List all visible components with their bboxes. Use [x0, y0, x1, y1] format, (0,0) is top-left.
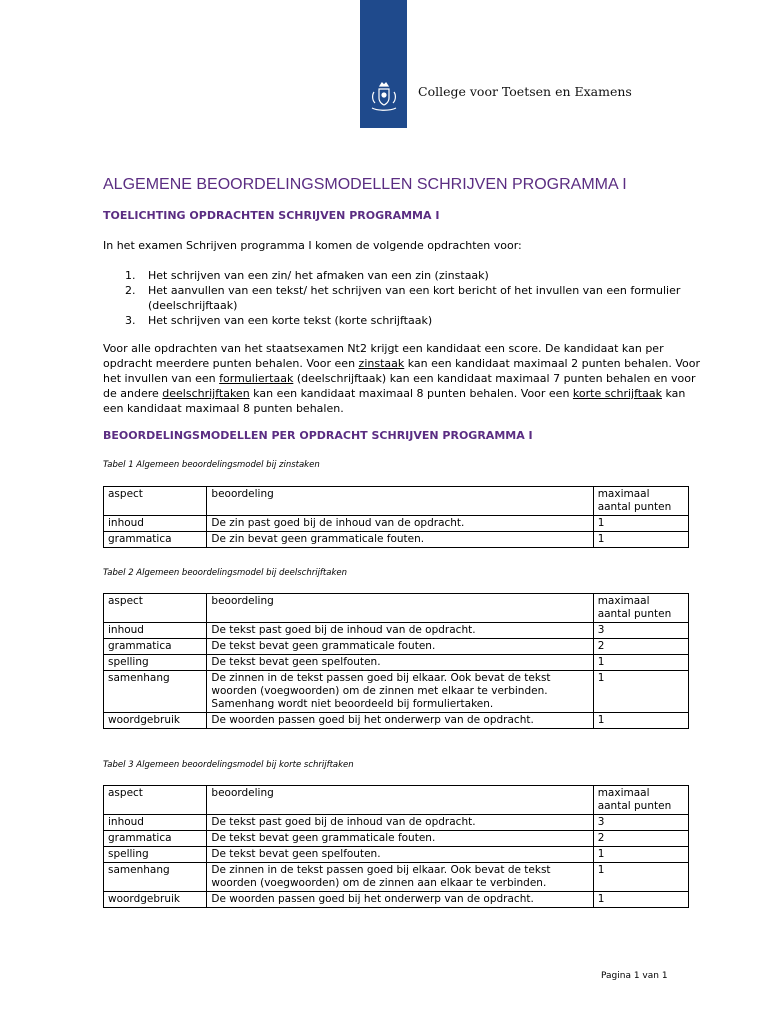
link-deelschrijftaken: deelschrijftaken — [162, 387, 250, 400]
page-title: ALGEMENE BEOORDELINGSMODELLEN SCHRIJVEN PROGRAMMA I — [103, 176, 627, 193]
table-caption: Tabel 2 Algemeen beoordelingsmodel bij deelschrijftaken — [103, 568, 348, 578]
table-row: grammatica De tekst bevat geen grammaticale fouten. 2 — [104, 831, 689, 847]
table-row: grammatica De tekst bevat geen grammaticale fouten. 2 — [104, 639, 689, 655]
table-row: inhoud De tekst past goed bij de inhoud van de opdracht. 3 — [104, 815, 689, 831]
scoring-paragraph: Voor alle opdrachten van het staatsexamen Nt2 krijgt een kandidaat een score. De kandidaat kan per opdracht meerdere punten behalen. Voor een zinstaak kan een kandidaat maximaal 2 punten behalen. Voor het invullen van een formuliertaak (deelschrijftaak) kan een kandidaat maximaal 7 punten behalen en voor de andere deelschrijftaken kan een kandidaat maximaal 8 punten behalen. Voor een korte schrijftaak kan een kandidaat maximaal 8 punten behalen. — [103, 342, 700, 415]
table-deelschrijftaken — [103, 593, 689, 729]
list-item: 1. Het schrijven van een zin/ het afmaken van een zin (zinstaak) — [125, 269, 489, 282]
table-row: samenhang De zinnen in de tekst passen goed bij elkaar. Ook bevat de tekst woorden (voegwoorden) om de zinnen met elkaar te verbinden. Samenhang wordt niet beoordeeld bij formuliertaken. 1 — [104, 671, 689, 713]
table-row: samenhang De zinnen in de tekst passen goed bij elkaar. Ook bevat de tekst woorden (voegwoorden) om de zinnen aan elkaar te verbinden. 1 — [104, 863, 689, 892]
table-row: inhoud De tekst past goed bij de inhoud van de opdracht. 3 — [104, 623, 689, 639]
link-korte-schrijftaak: korte schrijftaak — [572, 387, 662, 400]
table-header-row: aspect beoordeling maximaal aantal punten — [104, 487, 689, 516]
section-heading-toelichting: TOELICHTING OPDRACHTEN SCHRIJVEN PROGRAMMA I — [103, 209, 440, 222]
list-item: 3. Het schrijven van een korte tekst (korte schrijftaak) — [125, 314, 433, 327]
table-row: woordgebruik De woorden passen goed bij het onderwerp van de opdracht. 1 — [104, 713, 689, 729]
table-row: spelling De tekst bevat geen spelfouten. 1 — [104, 655, 689, 671]
task-list — [103, 268, 701, 328]
table-zinstaken — [103, 486, 689, 548]
table-row: inhoud De zin past goed bij de inhoud van de opdracht. 1 — [104, 516, 689, 532]
table-row: spelling De tekst bevat geen spelfouten. 1 — [104, 847, 689, 863]
table-header-row: aspect beoordeling maximaal aantal punten — [104, 594, 689, 623]
page-number: Pagina 1 van 1 — [601, 971, 668, 981]
section-heading-beoordelingsmodellen: BEOORDELINGSMODELLEN PER OPDRACHT SCHRIJVEN PROGRAMMA I — [103, 429, 533, 442]
logo-bar — [360, 0, 407, 128]
table-row: woordgebruik De woorden passen goed bij het onderwerp van de opdracht. 1 — [104, 892, 689, 908]
intro-text: In het examen Schrijven programma I komen de volgende opdrachten voor: — [103, 239, 522, 252]
table-header-row: aspect beoordeling maximaal aantal punten — [104, 786, 689, 815]
list-item: 2. Het aanvullen van een tekst/ het schrijven van een kort bericht of het invullen van een formulier (deelschrijftaak) — [125, 284, 681, 312]
table-row: grammatica De zin bevat geen grammaticale fouten. 1 — [104, 532, 689, 548]
organization-name: College voor Toetsen en Examens — [418, 84, 632, 99]
table-caption: Tabel 3 Algemeen beoordelingsmodel bij korte schrijftaken — [103, 760, 354, 770]
table-korte-schrijftaken — [103, 785, 689, 908]
rijksoverheid-coat-of-arms-icon — [366, 80, 402, 116]
link-zinstaak: zinstaak — [358, 357, 405, 370]
table-caption: Tabel 1 Algemeen beoordelingsmodel bij zinstaken — [103, 460, 320, 470]
link-formuliertaak: formuliertaak — [219, 372, 294, 385]
